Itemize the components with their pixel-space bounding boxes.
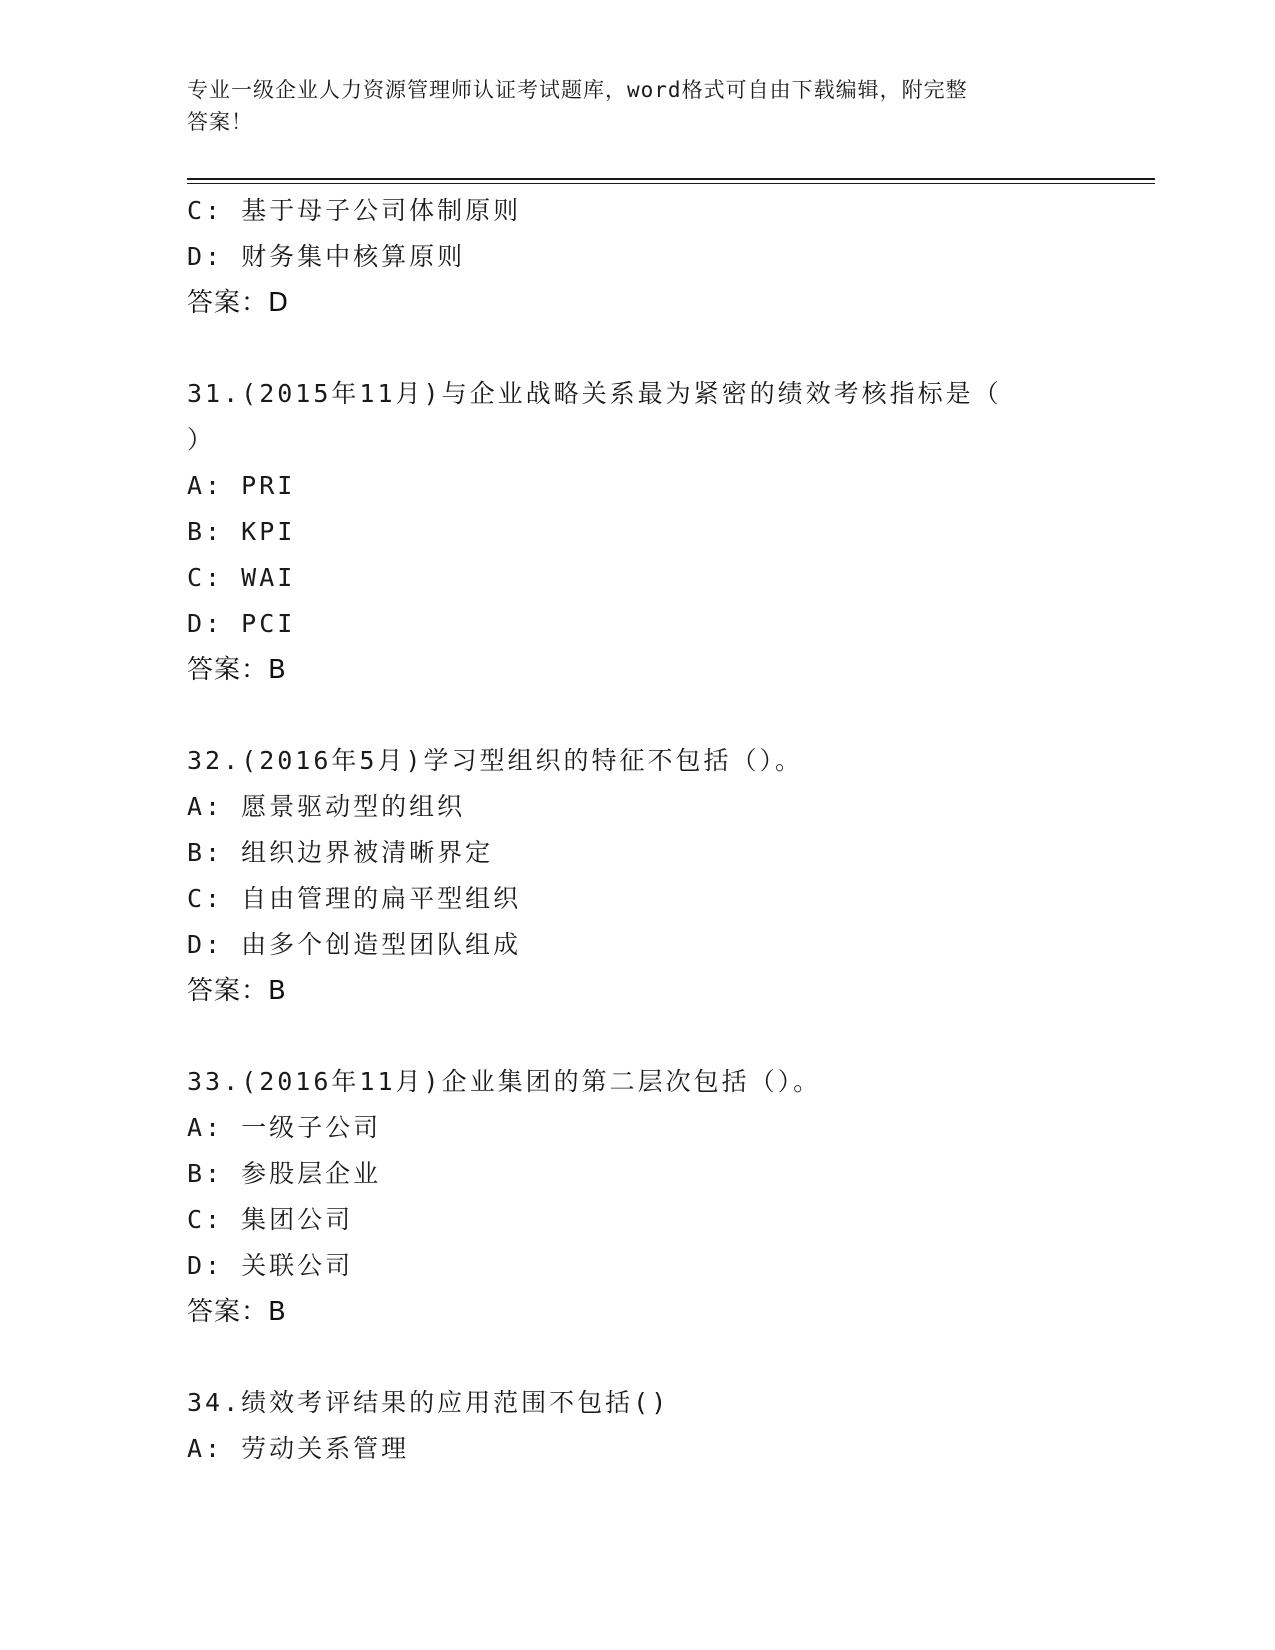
option-c: C: 基于母子公司体制原则 [187, 196, 522, 225]
option-d: D: 关联公司 [187, 1251, 354, 1280]
header-rule [187, 178, 1155, 180]
option-a: A: 劳动关系管理 [187, 1434, 410, 1463]
answer-line: 答案：B [187, 655, 287, 685]
option-a: A: 愿景驱动型的组织 [187, 792, 466, 821]
spacer [187, 1014, 1067, 1059]
spacer [187, 693, 1067, 738]
answer-line: 答案：D [187, 288, 290, 318]
question-stem: 34.绩效考评结果的应用范围不包括() [187, 1388, 670, 1417]
question-32 [187, 738, 1067, 1014]
option-a: A: PRI [187, 471, 296, 500]
question-31 [187, 371, 1067, 693]
option-a: A: 一级子公司 [187, 1113, 382, 1142]
question-stem: 31.(2015年11月)与企业战略关系最为紧密的绩效考核指标是（ [187, 379, 1002, 408]
question-34 [187, 1380, 1067, 1472]
option-b: B: 参股层企业 [187, 1159, 382, 1188]
answer-line: 答案：B [187, 976, 287, 1006]
spacer [187, 326, 1067, 371]
question-33 [187, 1059, 1067, 1335]
document-body [187, 188, 1067, 1472]
option-d: D: PCI [187, 609, 296, 638]
header-line-1: 专业一级企业人力资源管理师认证考试题库，word格式可自由下载编辑，附完整 [187, 78, 968, 102]
spacer [187, 1335, 1067, 1380]
option-c: C: 集团公司 [187, 1205, 354, 1234]
option-b: B: KPI [187, 517, 296, 546]
question-stem: 33.(2016年11月)企业集团的第二层次包括（）。 [187, 1067, 822, 1096]
answer-line: 答案：B [187, 1297, 287, 1327]
page-header [187, 74, 1077, 138]
option-d: D: 由多个创造型团队组成 [187, 930, 522, 959]
option-d: D: 财务集中核算原则 [187, 242, 466, 271]
option-b: B: 组织边界被清晰界定 [187, 838, 494, 867]
header-line-2: 答案！ [187, 110, 253, 134]
header-rule-thin [187, 183, 1155, 184]
option-c: C: 自由管理的扁平型组织 [187, 884, 522, 913]
partial-question [187, 188, 1067, 326]
question-stem-cont: ） [187, 425, 216, 454]
option-c: C: WAI [187, 563, 296, 592]
question-stem: 32.(2016年5月)学习型组织的特征不包括（）。 [187, 746, 804, 775]
